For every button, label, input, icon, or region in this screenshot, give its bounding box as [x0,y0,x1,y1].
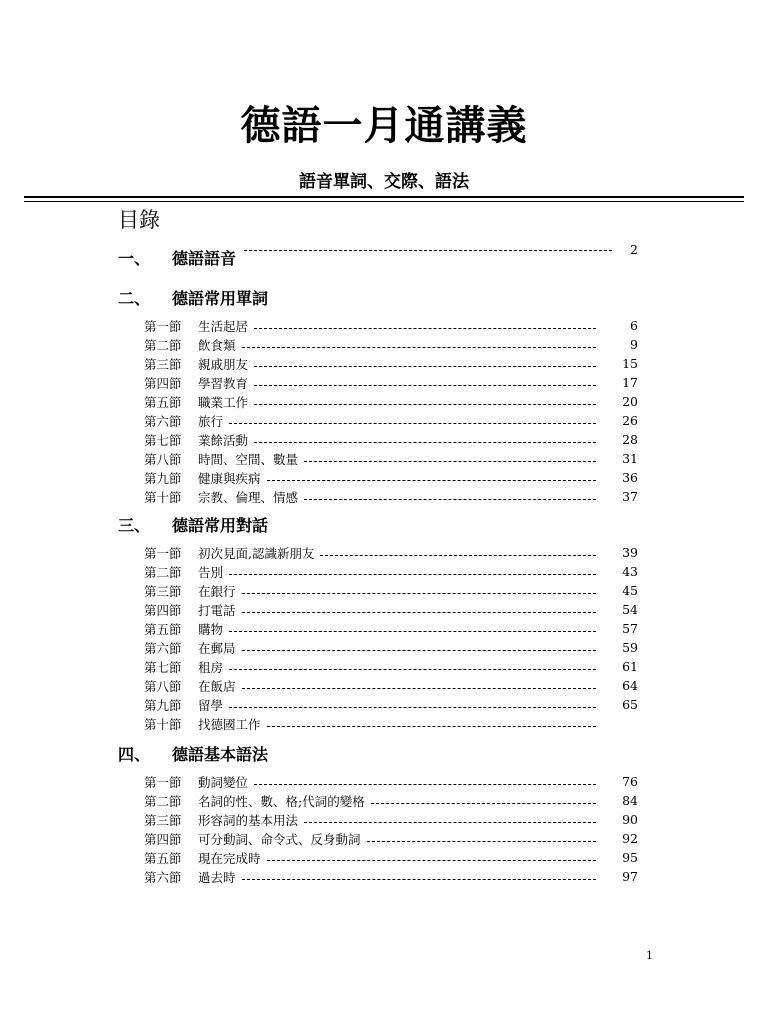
entry-title: 現在完成時 [198,850,261,866]
toc-entry [144,449,638,468]
entry-page: 17 [622,375,638,390]
toc-entry [144,657,638,676]
dotted-leader [254,328,596,329]
entry-number: 第十節 [144,716,182,732]
entry-number: 第七節 [144,432,182,448]
dotted-leader [242,879,596,880]
dotted-leader [229,423,596,424]
entry-page: 84 [622,793,638,808]
entry-number: 第九節 [144,470,182,486]
entry-page: 59 [622,640,638,655]
section-number: 二、 [118,288,151,308]
toc-entry [144,373,638,392]
dotted-leader [242,688,596,689]
toc-entry [144,335,638,354]
toc-heading: 目錄 [118,208,160,232]
entry-title: 可分動詞、命令式、反身動詞 [198,831,361,847]
entry-number: 第一節 [144,545,182,561]
toc-entry [144,487,638,506]
entry-title: 時間、空間、數量 [198,451,299,467]
toc-entry [144,316,638,335]
toc-entry [144,354,638,373]
entry-title: 生活起居 [198,318,249,334]
toc-section-phonetics [118,241,638,270]
dotted-leader [229,631,596,632]
dotted-leader [304,499,596,500]
dotted-leader [254,366,596,367]
entry-title: 動詞變位 [198,774,249,790]
dotted-leader [242,612,596,613]
entry-page: 92 [622,831,638,846]
entry-page: 90 [622,812,638,827]
dotted-leader [304,822,596,823]
section-heading [118,511,638,537]
entry-number: 第二節 [144,564,182,580]
toc-entry [144,392,638,411]
entry-title: 初次見面,認識新朋友 [198,545,315,561]
entry-number: 第二節 [144,337,182,353]
entry-page: 43 [622,564,638,579]
entry-number: 第八節 [144,451,182,467]
entry-number: 第六節 [144,640,182,656]
entry-title: 業餘活動 [198,432,249,448]
dotted-leader [304,461,596,462]
toc-section-vocabulary [118,284,638,506]
entry-page: 54 [622,602,638,617]
entry-title: 名詞的性、數、格;代詞的變格 [198,793,365,809]
toc-entry [144,791,638,810]
toc-entry [144,676,638,695]
entry-number: 第一節 [144,774,182,790]
entry-page: 31 [622,451,638,466]
entry-title: 旅行 [198,413,224,429]
dotted-leader [242,650,596,651]
entry-page: 6 [630,318,638,333]
toc-entry [144,411,638,430]
dotted-leader [229,707,596,708]
toc-entry [144,714,638,733]
entry-page: 37 [622,489,638,504]
entry-number: 第七節 [144,659,182,675]
dotted-leader [229,669,596,670]
section-title: 德語語音 [172,248,237,268]
entry-page: 65 [622,697,638,712]
section-title: 德語常用單詞 [172,288,269,308]
dotted-leader [267,860,596,861]
section-heading [118,740,638,766]
entry-number: 第九節 [144,697,182,713]
entry-title: 購物 [198,621,224,637]
title-rule-thick [24,196,744,198]
toc-entry [144,581,638,600]
dotted-leader [254,404,596,405]
toc-entry [144,430,638,449]
toc-entry [144,468,638,487]
entry-title: 租房 [198,659,224,675]
toc-section-dialogues [118,511,638,733]
entry-page: 36 [622,470,638,485]
entry-number: 第五節 [144,621,182,637]
toc-entry [144,829,638,848]
entry-title: 形容詞的基本用法 [198,812,299,828]
title-rule-thin [24,201,744,202]
entry-title: 親戚朋友 [198,356,249,372]
entry-title: 在飯店 [198,678,236,694]
dotted-leader [367,841,596,842]
entry-page: 15 [622,356,638,371]
entry-page: 45 [622,583,638,598]
entry-number: 第四節 [144,831,182,847]
entry-title: 職業工作 [198,394,249,410]
entry-title: 飲食類 [198,337,236,353]
entry-page: 76 [622,774,638,789]
toc-entry [144,543,638,562]
entry-title: 留學 [198,697,224,713]
page-number: 1 [646,949,653,962]
dotted-leader [242,593,596,594]
dotted-leader [254,784,596,785]
entry-page: 39 [622,545,638,560]
entry-number: 第十節 [144,489,182,505]
dotted-leader [320,555,596,556]
section-title: 德語常用對話 [172,515,269,535]
toc-entry [144,810,638,829]
entry-title: 健康與疾病 [198,470,261,486]
entry-number: 第五節 [144,394,182,410]
section-page: 2 [630,241,638,257]
document-title: 德語一月通講義 [240,102,528,149]
entry-title: 在銀行 [198,583,236,599]
entry-page: 97 [622,869,638,884]
toc-entry [144,867,638,886]
entry-title: 在郵局 [198,640,236,656]
toc-entry [144,695,638,714]
toc-entry [144,619,638,638]
toc-entry [144,848,638,867]
entry-page: 61 [622,659,638,674]
section-number: 三、 [118,515,151,535]
entry-number: 第五節 [144,850,182,866]
dotted-leader [254,442,596,443]
entry-number: 第六節 [144,413,182,429]
dotted-leader [371,803,596,804]
dotted-leader [242,347,596,348]
entry-number: 第三節 [144,356,182,372]
section-title: 德語基本語法 [172,744,269,764]
entry-number: 第六節 [144,869,182,885]
dotted-leader [267,480,596,481]
entry-page: 9 [630,337,638,352]
dotted-leader [254,385,596,386]
entry-number: 第八節 [144,678,182,694]
section-heading [118,241,638,270]
entry-number: 第四節 [144,375,182,391]
entry-page: 64 [622,678,638,693]
section-heading [118,284,638,310]
entry-title: 告別 [198,564,224,580]
toc-entry [144,600,638,619]
entry-number: 第二節 [144,793,182,809]
document-subtitle: 語音單詞、交際、語法 [299,172,469,192]
toc-entry [144,772,638,791]
entry-number: 第三節 [144,812,182,828]
entry-page: 95 [622,850,638,865]
entry-page: 57 [622,621,638,636]
entry-page: 28 [622,432,638,447]
dotted-leader [244,250,612,251]
toc-entry [144,562,638,581]
entry-title: 找德國工作 [198,716,261,732]
toc-entry [144,638,638,657]
section-number: 四、 [118,744,151,764]
entry-title: 宗教、倫理、情感 [198,489,299,505]
entry-page: 26 [622,413,638,428]
entry-number: 第四節 [144,602,182,618]
dotted-leader [229,574,596,575]
entry-title: 打電話 [198,602,236,618]
entry-title: 過去時 [198,869,236,885]
entry-page: 20 [622,394,638,409]
entry-number: 第三節 [144,583,182,599]
entry-number: 第一節 [144,318,182,334]
dotted-leader [267,726,596,727]
section-number: 一、 [118,248,151,268]
entry-title: 學習教育 [198,375,249,391]
toc-section-grammar [118,740,638,886]
